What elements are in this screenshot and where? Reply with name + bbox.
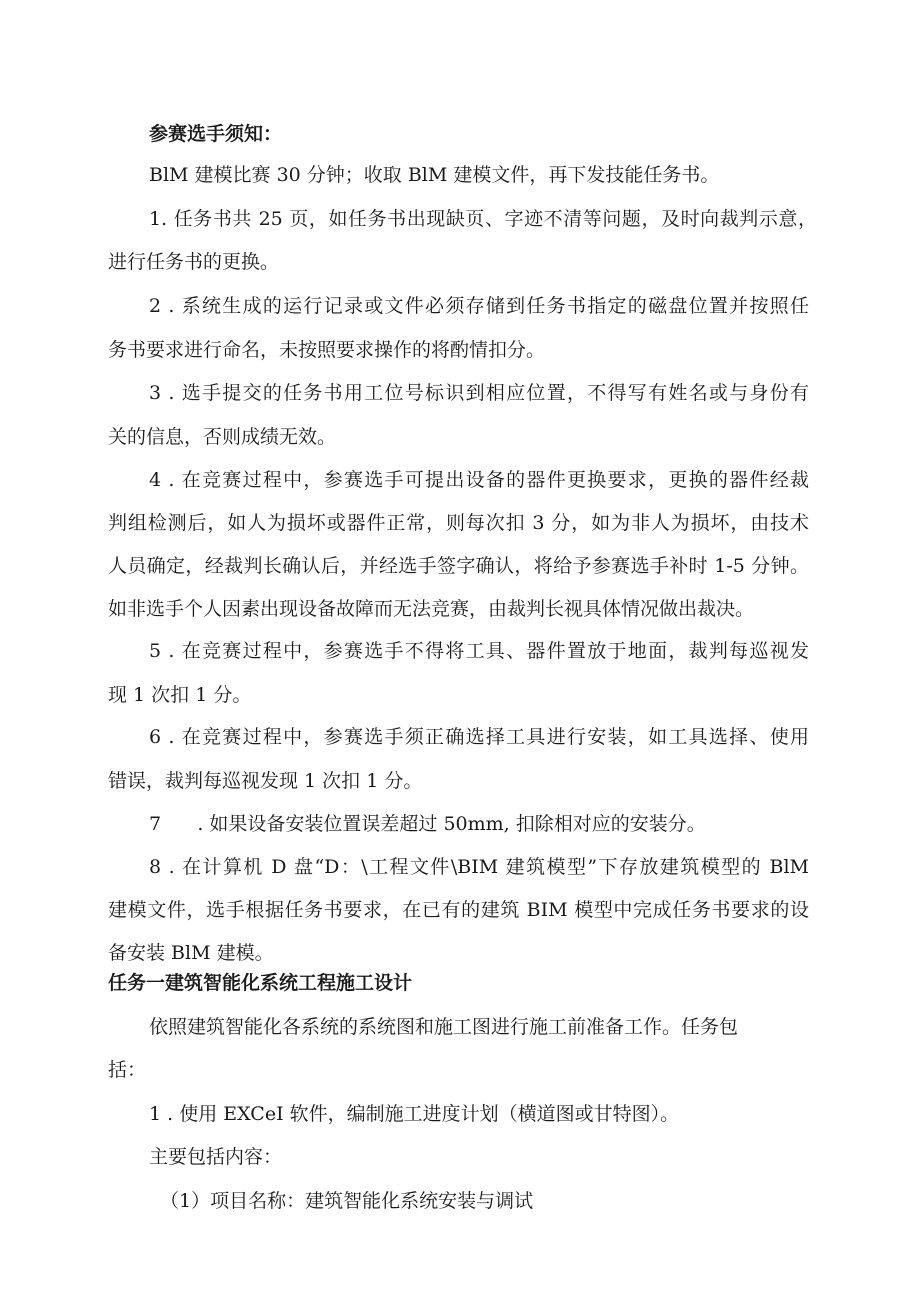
rule-1-line-2: 进行任务书的更换。: [108, 251, 280, 273]
task-title: 任务一建筑智能化系统工程施工设计: [108, 972, 413, 994]
rule-8-line-2: 建模文件，选手根据任务书要求，在已有的建筑 BIM 模型中完成任务书要求的设: [108, 899, 809, 921]
rule-4-line-1: 4 . 在竞赛过程中，参赛选手可提出设备的器件更换要求，更换的器件经裁: [149, 469, 809, 491]
rule-4-line-4: 如非选手个人因素出现设备故障而无法竞赛，由裁判长视具体情况做出裁决。: [108, 598, 755, 620]
task-item-1: 1 . 使用 EXCeI 软件，编制施工进度计划（横道图或甘特图）。: [149, 1103, 680, 1125]
rule-7-line-1: 7 . 如果设备安装位置误差超过 50mm, 扣除相对应的安装分。: [149, 813, 706, 835]
task-main-content: 主要包括内容：: [149, 1146, 283, 1168]
rule-2-line-2: 务书要求进行命名，未按照要求操作的将酌情扣分。: [108, 339, 546, 361]
rule-8-line-3: 备安装 BlM 建模。: [108, 942, 274, 964]
rule-1-line-1: 1. 任务书共 25 页，如任务书出现缺页、字迹不清等问题，及时向裁判示意，: [149, 208, 817, 230]
notice-title: 参赛选手须知：: [149, 123, 283, 145]
task-sub-item-1: （1）项目名称：建筑智能化系统安装与调试: [160, 1190, 534, 1212]
rule-6-line-2: 错误，裁判每巡视发现 1 次扣 1 分。: [108, 770, 423, 792]
rule-8-line-1: 8 . 在计算机 D 盘“D：\工程文件\BIM 建筑模型”下存放建筑模型的 BlM: [149, 856, 809, 878]
rule-3-line-2: 关的信息，否则成绩无效。: [108, 426, 337, 448]
task-desc-line-1: 依照建筑智能化各系统的系统图和施工图进行施工前准备工作。任务包: [149, 1016, 739, 1038]
rule-2-line-1: 2 . 系统生成的运行记录或文件必须存储到任务书指定的磁盘位置并按照任: [149, 295, 809, 317]
rule-6-line-1: 6 . 在竞赛过程中，参赛选手须正确选择工具进行安装，如工具选择、使用: [149, 726, 809, 748]
rule-4-line-2: 判组检测后，如人为损坏或器件正常，则每次扣 3 分，如为非人为损坏，由技术: [108, 512, 809, 534]
rule-3-line-1: 3 . 选手提交的任务书用工位号标识到相应位置，不得写有姓名或与身份有: [149, 382, 809, 404]
intro-paragraph: BlM 建模比赛 30 分钟；收取 BlM 建模文件，再下发技能任务书。: [149, 164, 720, 186]
rule-5-line-2: 现 1 次扣 1 分。: [108, 684, 252, 706]
rule-5-line-1: 5 . 在竞赛过程中，参赛选手不得将工具、器件置放于地面，裁判每巡视发: [149, 640, 809, 662]
rule-4-line-3: 人员确定，经裁判长确认后，并经选手签字确认，将给予参赛选手补时 1-5 分钟。: [108, 555, 809, 577]
task-desc-line-2: 括：: [108, 1059, 147, 1081]
